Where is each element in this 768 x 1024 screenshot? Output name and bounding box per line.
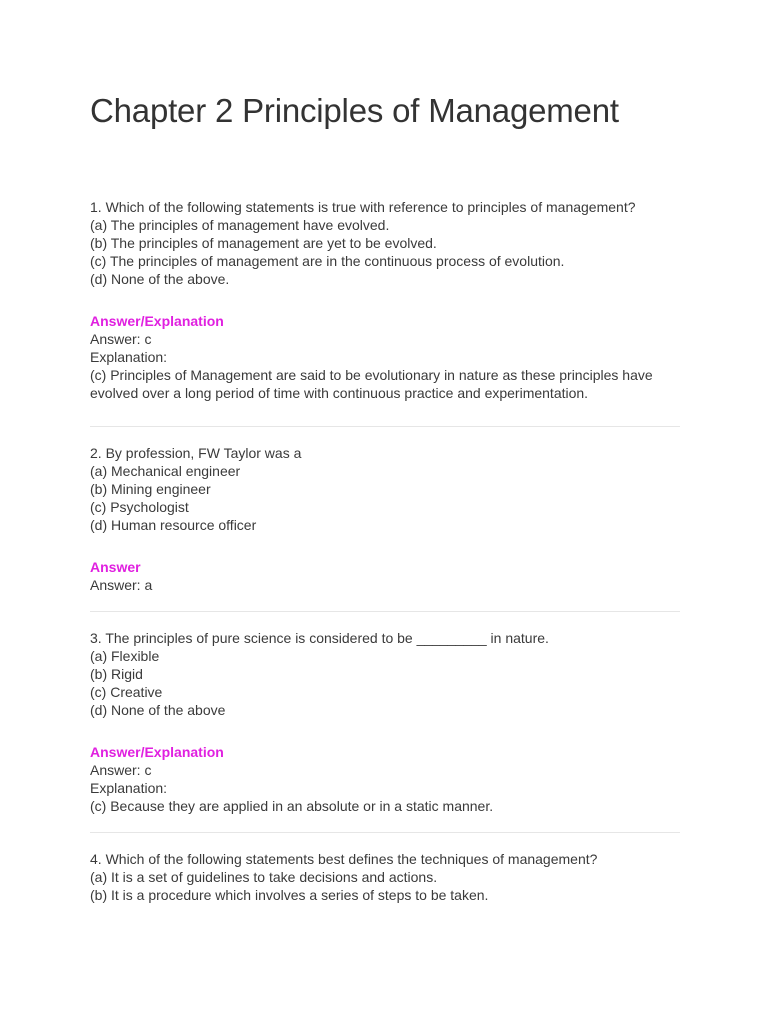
explanation-text: (c) Because they are applied in an absolute or in a static manner. xyxy=(90,798,494,814)
option-item: (b) The principles of management are yet to be evolved. xyxy=(90,235,437,251)
answer-block xyxy=(90,558,680,594)
explanation-label: Explanation: xyxy=(90,349,168,365)
question-text: 1. Which of the following statements is true with reference to principles of management? xyxy=(90,199,636,215)
explanation-label: Explanation: xyxy=(90,780,168,796)
page-title: Chapter 2 Principles of Management xyxy=(90,92,619,129)
option-item: (a) Mechanical engineer xyxy=(90,463,241,479)
option-item: (c) The principles of management are in the continuous process of evolution. xyxy=(90,253,565,269)
answer-text: Answer: a xyxy=(90,577,153,593)
option-item: (a) It is a set of guidelines to take decisions and actions. xyxy=(90,869,438,885)
question-text: 4. Which of the following statements best defines the techniques of management? xyxy=(90,851,598,867)
option-item: (b) Rigid xyxy=(90,666,143,682)
question-item xyxy=(90,629,680,719)
question-item xyxy=(90,850,680,904)
answer-block xyxy=(90,743,680,815)
option-item: (c) Psychologist xyxy=(90,499,189,515)
divider xyxy=(90,426,680,427)
divider xyxy=(90,832,680,833)
option-item: (a) Flexible xyxy=(90,648,160,664)
answer-text: Answer: c xyxy=(90,762,152,778)
question-text: 2. By profession, FW Taylor was a xyxy=(90,445,302,461)
question-text: 3. The principles of pure science is considered to be _________ in nature. xyxy=(90,630,549,646)
option-item: (c) Creative xyxy=(90,684,163,700)
question-item xyxy=(90,444,680,534)
answer-toggle[interactable]: Answer xyxy=(90,559,141,575)
option-item: (a) The principles of management have evolved. xyxy=(90,217,390,233)
divider xyxy=(90,611,680,612)
answer-block xyxy=(90,312,680,402)
option-item: (b) It is a procedure which involves a series of steps to be taken. xyxy=(90,887,489,903)
option-item: (d) Human resource officer xyxy=(90,517,257,533)
option-item: (d) None of the above xyxy=(90,702,226,718)
questions-list xyxy=(90,198,680,904)
answer-text: Answer: c xyxy=(90,331,152,347)
option-item: (b) Mining engineer xyxy=(90,481,211,497)
answer-explanation-toggle[interactable]: Answer/Explanation xyxy=(90,744,224,760)
option-item: (d) None of the above. xyxy=(90,271,230,287)
answer-explanation-toggle[interactable]: Answer/Explanation xyxy=(90,313,224,329)
explanation-text: (c) Principles of Management are said to be evolutionary in nature as these principles have evolved over a long period of time with continuous practice and experimentation. xyxy=(90,367,653,401)
question-item xyxy=(90,198,680,288)
